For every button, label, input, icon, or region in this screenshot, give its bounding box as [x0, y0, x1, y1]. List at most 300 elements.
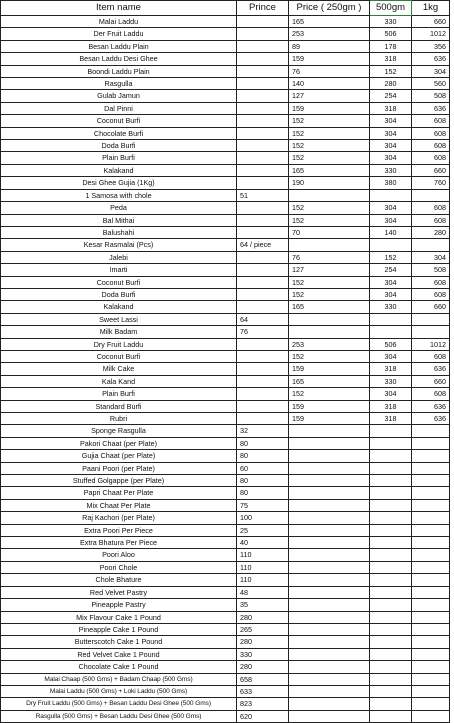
- price-1kg-cell: 356: [412, 40, 450, 52]
- price-500gm-cell: 304: [370, 214, 412, 226]
- table-row: [1, 338, 450, 350]
- price-250gm-cell: 159: [289, 363, 370, 375]
- item-name-cell: Der Fruit Laddu: [1, 28, 237, 40]
- item-name-cell: Kala Kand: [1, 375, 237, 387]
- prince-cell: [237, 78, 289, 90]
- price-250gm-cell: 152: [289, 115, 370, 127]
- price-500gm-cell: [370, 611, 412, 623]
- prince-cell: 80: [237, 450, 289, 462]
- price-1kg-cell: 636: [412, 413, 450, 425]
- table-row: [1, 226, 450, 238]
- price-1kg-cell: 660: [412, 16, 450, 28]
- prince-cell: [237, 214, 289, 226]
- price-1kg-cell: [412, 437, 450, 449]
- item-name-cell: Boondi Laddu Plain: [1, 65, 237, 77]
- item-name-cell: Poori Aloo: [1, 549, 237, 561]
- price-1kg-cell: [412, 239, 450, 251]
- table-row: [1, 326, 450, 338]
- item-name-cell: Dry Fruit Laddu: [1, 338, 237, 350]
- price-250gm-cell: [289, 487, 370, 499]
- prince-cell: 100: [237, 512, 289, 524]
- table-row: [1, 102, 450, 114]
- item-name-cell: Plain Burfi: [1, 388, 237, 400]
- price-250gm-cell: 152: [289, 388, 370, 400]
- price-1kg-cell: [412, 611, 450, 623]
- prince-cell: 80: [237, 487, 289, 499]
- price-500gm-cell: 280: [370, 78, 412, 90]
- table-row: [1, 16, 450, 28]
- price-1kg-cell: [412, 599, 450, 611]
- price-1kg-cell: 508: [412, 264, 450, 276]
- item-name-cell: Peda: [1, 202, 237, 214]
- table-row: [1, 425, 450, 437]
- item-name-cell: Chocolate Cake 1 Pound: [1, 661, 237, 673]
- price-250gm-cell: 159: [289, 102, 370, 114]
- table-row: [1, 276, 450, 288]
- table-row: [1, 648, 450, 660]
- item-name-cell: Butterscotch Cake 1 Pound: [1, 636, 237, 648]
- price-500gm-cell: [370, 710, 412, 722]
- price-250gm-cell: [289, 524, 370, 536]
- item-name-cell: Red Velvet Pastry: [1, 586, 237, 598]
- price-500gm-cell: 152: [370, 65, 412, 77]
- price-250gm-cell: [289, 561, 370, 573]
- prince-cell: 620: [237, 710, 289, 722]
- price-500gm-cell: 330: [370, 164, 412, 176]
- price-500gm-cell: [370, 499, 412, 511]
- price-500gm-cell: [370, 549, 412, 561]
- price-1kg-cell: 608: [412, 276, 450, 288]
- price-1kg-cell: 660: [412, 164, 450, 176]
- price-250gm-cell: [289, 599, 370, 611]
- table-row: [1, 301, 450, 313]
- item-name-cell: Kesar Rasmalai (Pcs): [1, 239, 237, 251]
- item-name-cell: Malai Chaap (500 Gms) + Badam Chaap (500 Gms): [1, 673, 237, 685]
- price-500gm-cell: 318: [370, 400, 412, 412]
- table-row: [1, 413, 450, 425]
- price-250gm-cell: 253: [289, 28, 370, 40]
- table-row: [1, 512, 450, 524]
- item-name-cell: Extra Bhatura Per Piece: [1, 537, 237, 549]
- table-row: [1, 189, 450, 201]
- prince-cell: 64 / piece: [237, 239, 289, 251]
- price-250gm-cell: 76: [289, 251, 370, 263]
- price-500gm-cell: 152: [370, 251, 412, 263]
- price-250gm-cell: 152: [289, 140, 370, 152]
- item-name-cell: Mix Chaat Per Plate: [1, 499, 237, 511]
- prince-cell: [237, 115, 289, 127]
- item-name-cell: Bal Mithai: [1, 214, 237, 226]
- price-1kg-cell: [412, 450, 450, 462]
- price-1kg-cell: [412, 673, 450, 685]
- price-250gm-cell: 152: [289, 152, 370, 164]
- prince-cell: [237, 53, 289, 65]
- table-row: [1, 685, 450, 697]
- item-name-cell: Chole Bhature: [1, 574, 237, 586]
- prince-cell: [237, 288, 289, 300]
- table-row: [1, 363, 450, 375]
- table-row: [1, 537, 450, 549]
- prince-cell: 35: [237, 599, 289, 611]
- price-250gm-cell: 253: [289, 338, 370, 350]
- price-1kg-cell: [412, 710, 450, 722]
- price-1kg-cell: 608: [412, 127, 450, 139]
- prince-cell: [237, 363, 289, 375]
- prince-cell: [237, 90, 289, 102]
- price-250gm-cell: 165: [289, 16, 370, 28]
- price-250gm-cell: [289, 537, 370, 549]
- table-row: [1, 40, 450, 52]
- header-row: [1, 1, 450, 16]
- price-500gm-cell: [370, 685, 412, 697]
- price-500gm-cell: 330: [370, 301, 412, 313]
- price-250gm-cell: [289, 189, 370, 201]
- price-1kg-cell: [412, 462, 450, 474]
- item-name-cell: Malai Laddu (500 Gms) + Loki Laddu (500 Gms): [1, 685, 237, 697]
- table-row: [1, 115, 450, 127]
- price-500gm-cell: 380: [370, 177, 412, 189]
- item-name-cell: Paani Poori (per Plate): [1, 462, 237, 474]
- item-name-cell: Dal Pinni: [1, 102, 237, 114]
- price-500gm-cell: [370, 648, 412, 660]
- price-500gm-cell: [370, 462, 412, 474]
- table-row: [1, 462, 450, 474]
- prince-cell: 265: [237, 623, 289, 635]
- item-name-cell: Kalakand: [1, 301, 237, 313]
- price-250gm-cell: 159: [289, 413, 370, 425]
- prince-cell: [237, 102, 289, 114]
- prince-cell: 330: [237, 648, 289, 660]
- price-1kg-cell: [412, 425, 450, 437]
- price-250gm-cell: 127: [289, 264, 370, 276]
- item-name-cell: Papri Chaat Per Plate: [1, 487, 237, 499]
- table-row: [1, 524, 450, 536]
- prince-cell: [237, 276, 289, 288]
- price-500gm-cell: [370, 450, 412, 462]
- item-name-cell: Coconut Burfi: [1, 115, 237, 127]
- item-name-cell: Malai Laddu: [1, 16, 237, 28]
- price-1kg-cell: 560: [412, 78, 450, 90]
- price-1kg-cell: 608: [412, 288, 450, 300]
- item-name-cell: Balushahi: [1, 226, 237, 238]
- item-name-cell: Milk Badam: [1, 326, 237, 338]
- price-250gm-cell: 152: [289, 127, 370, 139]
- table-row: [1, 710, 450, 722]
- price-250gm-cell: [289, 586, 370, 598]
- price-500gm-cell: [370, 673, 412, 685]
- item-name-cell: Dry Fruit Laddu (500 Gms) + Besan Laddu Desi Ghee (500 Gms): [1, 698, 237, 710]
- item-name-cell: Kalakand: [1, 164, 237, 176]
- price-250gm-cell: 190: [289, 177, 370, 189]
- price-500gm-cell: 254: [370, 264, 412, 276]
- table-row: [1, 549, 450, 561]
- prince-cell: 48: [237, 586, 289, 598]
- price-1kg-cell: [412, 524, 450, 536]
- price-1kg-cell: [412, 561, 450, 573]
- item-name-cell: Red Velvet Cake 1 Pound: [1, 648, 237, 660]
- prince-cell: [237, 226, 289, 238]
- price-1kg-cell: [412, 549, 450, 561]
- prince-cell: [237, 251, 289, 263]
- header-prince: Prince: [237, 1, 289, 16]
- table-row: [1, 65, 450, 77]
- price-1kg-cell: 304: [412, 65, 450, 77]
- price-1kg-cell: 636: [412, 400, 450, 412]
- price-1kg-cell: 280: [412, 226, 450, 238]
- item-name-cell: Rubri: [1, 413, 237, 425]
- item-name-cell: Pakori Chaat (per Plate): [1, 437, 237, 449]
- header-price-500gm: 500gm: [370, 1, 412, 16]
- table-row: [1, 140, 450, 152]
- prince-cell: 64: [237, 313, 289, 325]
- price-1kg-cell: [412, 586, 450, 598]
- prince-cell: 280: [237, 611, 289, 623]
- price-500gm-cell: [370, 586, 412, 598]
- price-1kg-cell: 1012: [412, 338, 450, 350]
- item-name-cell: Poori Chole: [1, 561, 237, 573]
- table-row: [1, 499, 450, 511]
- price-1kg-cell: 608: [412, 115, 450, 127]
- table-row: [1, 437, 450, 449]
- price-250gm-cell: [289, 499, 370, 511]
- prince-cell: 110: [237, 561, 289, 573]
- item-name-cell: Rasgulla (500 Gms) + Besan Laddu Desi Ghee (500 Gms): [1, 710, 237, 722]
- item-name-cell: Chocolate Burfi: [1, 127, 237, 139]
- prince-cell: [237, 140, 289, 152]
- table-row: [1, 561, 450, 573]
- prince-cell: 110: [237, 574, 289, 586]
- price-250gm-cell: 165: [289, 301, 370, 313]
- item-name-cell: 1 Samosa with chole: [1, 189, 237, 201]
- price-500gm-cell: 318: [370, 363, 412, 375]
- price-500gm-cell: [370, 475, 412, 487]
- table-row: [1, 264, 450, 276]
- price-500gm-cell: 304: [370, 350, 412, 362]
- price-250gm-cell: [289, 425, 370, 437]
- price-1kg-cell: [412, 499, 450, 511]
- table-row: [1, 350, 450, 362]
- prince-cell: 75: [237, 499, 289, 511]
- table-row: [1, 152, 450, 164]
- item-name-cell: Mix Flavour Cake 1 Pound: [1, 611, 237, 623]
- price-250gm-cell: [289, 326, 370, 338]
- prince-cell: [237, 413, 289, 425]
- price-1kg-cell: [412, 326, 450, 338]
- prince-cell: [237, 127, 289, 139]
- price-250gm-cell: [289, 462, 370, 474]
- price-1kg-cell: [412, 512, 450, 524]
- price-500gm-cell: 304: [370, 202, 412, 214]
- price-rows: [1, 16, 450, 723]
- price-250gm-cell: [289, 636, 370, 648]
- price-500gm-cell: [370, 326, 412, 338]
- table-row: [1, 214, 450, 226]
- prince-cell: 80: [237, 475, 289, 487]
- price-1kg-cell: 636: [412, 53, 450, 65]
- price-1kg-cell: [412, 648, 450, 660]
- price-250gm-cell: 152: [289, 288, 370, 300]
- table-row: [1, 202, 450, 214]
- price-500gm-cell: [370, 599, 412, 611]
- table-row: [1, 313, 450, 325]
- table-row: [1, 450, 450, 462]
- price-250gm-cell: 127: [289, 90, 370, 102]
- price-250gm-cell: 165: [289, 375, 370, 387]
- price-1kg-cell: 636: [412, 363, 450, 375]
- prince-cell: 32: [237, 425, 289, 437]
- price-1kg-cell: [412, 313, 450, 325]
- prince-cell: 633: [237, 685, 289, 697]
- price-1kg-cell: 608: [412, 350, 450, 362]
- price-500gm-cell: [370, 437, 412, 449]
- price-1kg-cell: [412, 636, 450, 648]
- price-500gm-cell: 304: [370, 115, 412, 127]
- price-500gm-cell: 304: [370, 388, 412, 400]
- price-250gm-cell: [289, 685, 370, 697]
- prince-cell: [237, 16, 289, 28]
- price-250gm-cell: [289, 611, 370, 623]
- price-500gm-cell: 304: [370, 152, 412, 164]
- price-250gm-cell: [289, 710, 370, 722]
- price-1kg-cell: [412, 623, 450, 635]
- price-500gm-cell: 318: [370, 413, 412, 425]
- table-row: [1, 164, 450, 176]
- price-250gm-cell: [289, 648, 370, 660]
- price-1kg-cell: [412, 685, 450, 697]
- prince-cell: 110: [237, 549, 289, 561]
- prince-cell: [237, 301, 289, 313]
- item-name-cell: Pineapple Cake 1 Pound: [1, 623, 237, 635]
- price-500gm-cell: 318: [370, 102, 412, 114]
- price-250gm-cell: [289, 239, 370, 251]
- item-name-cell: Imarti: [1, 264, 237, 276]
- price-1kg-cell: 608: [412, 202, 450, 214]
- item-name-cell: Milk Cake: [1, 363, 237, 375]
- table-row: [1, 611, 450, 623]
- price-500gm-cell: 304: [370, 140, 412, 152]
- item-name-cell: Gujia Chaat (per Plate): [1, 450, 237, 462]
- item-name-cell: Pineapple Pastry: [1, 599, 237, 611]
- price-250gm-cell: [289, 512, 370, 524]
- price-1kg-cell: [412, 661, 450, 673]
- prince-cell: [237, 40, 289, 52]
- prince-cell: [237, 400, 289, 412]
- prince-cell: [237, 338, 289, 350]
- prince-cell: 40: [237, 537, 289, 549]
- price-250gm-cell: [289, 437, 370, 449]
- prince-cell: [237, 388, 289, 400]
- price-250gm-cell: [289, 549, 370, 561]
- header-price-1kg: 1kg: [412, 1, 450, 16]
- table-row: [1, 487, 450, 499]
- price-1kg-cell: 636: [412, 102, 450, 114]
- prince-cell: 823: [237, 698, 289, 710]
- price-500gm-cell: 178: [370, 40, 412, 52]
- header-price-250gm: Price ( 250gm ): [289, 1, 370, 16]
- price-500gm-cell: [370, 524, 412, 536]
- table-row: [1, 53, 450, 65]
- header-item-name: Item name: [1, 1, 237, 16]
- table-row: [1, 78, 450, 90]
- prince-cell: [237, 264, 289, 276]
- prince-cell: 60: [237, 462, 289, 474]
- table-row: [1, 177, 450, 189]
- item-name-cell: Sweet Lassi: [1, 313, 237, 325]
- price-250gm-cell: [289, 661, 370, 673]
- table-row: [1, 90, 450, 102]
- price-250gm-cell: [289, 574, 370, 586]
- price-1kg-cell: 660: [412, 375, 450, 387]
- price-1kg-cell: 608: [412, 140, 450, 152]
- price-250gm-cell: 152: [289, 214, 370, 226]
- price-1kg-cell: [412, 574, 450, 586]
- table-row: [1, 636, 450, 648]
- item-name-cell: Besan Laddu Desi Ghee: [1, 53, 237, 65]
- price-250gm-cell: [289, 313, 370, 325]
- table-row: [1, 375, 450, 387]
- table-row: [1, 239, 450, 251]
- prince-cell: [237, 28, 289, 40]
- table-row: [1, 400, 450, 412]
- table-row: [1, 574, 450, 586]
- price-500gm-cell: [370, 512, 412, 524]
- table-row: [1, 288, 450, 300]
- price-500gm-cell: [370, 574, 412, 586]
- table-row: [1, 586, 450, 598]
- price-250gm-cell: 89: [289, 40, 370, 52]
- price-500gm-cell: 318: [370, 53, 412, 65]
- table-row: [1, 623, 450, 635]
- price-500gm-cell: [370, 313, 412, 325]
- price-1kg-cell: 608: [412, 388, 450, 400]
- item-name-cell: Raj Kachori (per Plate): [1, 512, 237, 524]
- prince-cell: [237, 375, 289, 387]
- price-250gm-cell: 165: [289, 164, 370, 176]
- prince-cell: 280: [237, 636, 289, 648]
- item-name-cell: Doda Burfi: [1, 140, 237, 152]
- table-row: [1, 475, 450, 487]
- price-500gm-cell: 304: [370, 276, 412, 288]
- price-250gm-cell: 70: [289, 226, 370, 238]
- price-500gm-cell: 330: [370, 375, 412, 387]
- price-1kg-cell: 608: [412, 152, 450, 164]
- price-1kg-cell: 1012: [412, 28, 450, 40]
- prince-cell: [237, 152, 289, 164]
- item-name-cell: Rasgulla: [1, 78, 237, 90]
- prince-cell: [237, 65, 289, 77]
- prince-cell: 280: [237, 661, 289, 673]
- prince-cell: 658: [237, 673, 289, 685]
- price-500gm-cell: [370, 661, 412, 673]
- price-250gm-cell: 152: [289, 202, 370, 214]
- price-500gm-cell: [370, 537, 412, 549]
- price-1kg-cell: [412, 475, 450, 487]
- price-1kg-cell: 660: [412, 301, 450, 313]
- item-name-cell: Sponge Rasgulla: [1, 425, 237, 437]
- prince-cell: [237, 164, 289, 176]
- table-row: [1, 127, 450, 139]
- price-500gm-cell: [370, 636, 412, 648]
- price-250gm-cell: 152: [289, 276, 370, 288]
- item-name-cell: Standard Burfi: [1, 400, 237, 412]
- prince-cell: 25: [237, 524, 289, 536]
- item-name-cell: Desi Ghee Gujia (1Kg): [1, 177, 237, 189]
- item-name-cell: Extra Poori Per Piece: [1, 524, 237, 536]
- price-250gm-cell: [289, 623, 370, 635]
- price-250gm-cell: [289, 450, 370, 462]
- price-250gm-cell: 159: [289, 53, 370, 65]
- table-row: [1, 388, 450, 400]
